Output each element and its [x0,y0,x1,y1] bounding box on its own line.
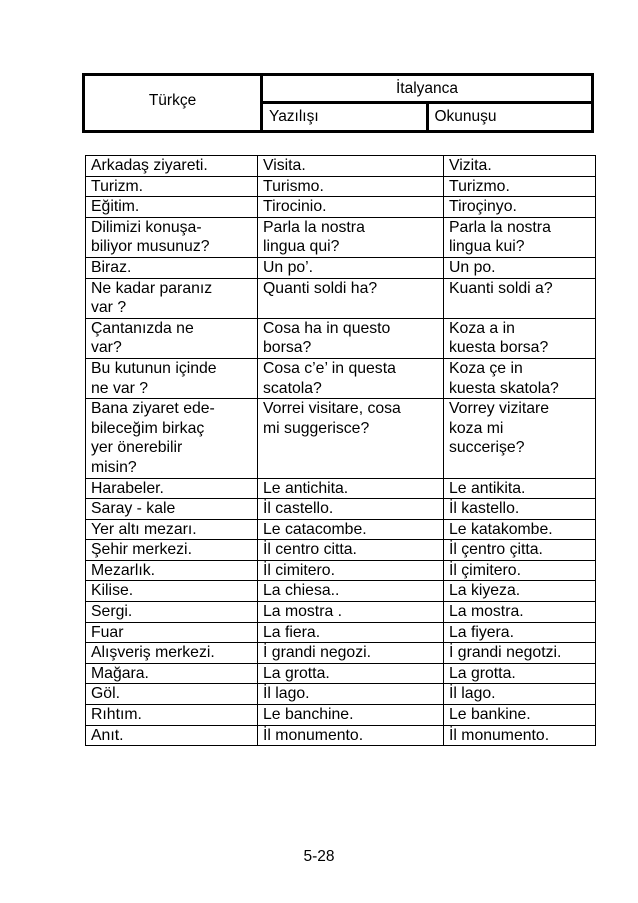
italian-written-cell: Turismo. [258,176,444,197]
italian-pronunciation-cell: Turizmo. [444,176,596,197]
italian-written-cell: Cosa c’e’ in questa scatola? [258,358,444,398]
table-row [86,399,596,478]
turkish-cell: Mezarlık. [86,560,258,581]
italian-pronunciation-cell: Vizita. [444,156,596,177]
turkish-cell: Biraz. [86,257,258,278]
italian-written-cell: Quanti soldi ha? [258,278,444,318]
italian-written-cell: Le catacombe. [258,519,444,540]
table-row [86,176,596,197]
italian-written-cell: La mostra . [258,602,444,623]
italian-pronunciation-cell: Vorrey vizitare koza mi succerişe? [444,399,596,478]
table-row [86,705,596,726]
italian-pronunciation-cell: Le katakombe. [444,519,596,540]
turkish-cell: Dilimizi konuşa- biliyor musunuz? [86,217,258,257]
turkish-cell: Çantanızda ne var? [86,318,258,358]
italian-pronunciation-cell: İl çentro çitta. [444,540,596,561]
turkish-cell: Arkadaş ziyareti. [86,156,258,177]
turkish-cell: Saray - kale [86,499,258,520]
italian-pronunciation-cell: İl kastello. [444,499,596,520]
turkish-cell: Göl. [86,684,258,705]
turkish-cell: Anıt. [86,725,258,746]
turkish-cell: Turizm. [86,176,258,197]
table-row [86,156,596,177]
italian-pronunciation-cell: Un po. [444,257,596,278]
italian-pronunciation-cell: Kuanti soldi a? [444,278,596,318]
italian-pronunciation-cell: Tiroçinyo. [444,197,596,218]
italian-pronunciation-cell: İ grandi negotzi. [444,643,596,664]
table-row [86,684,596,705]
table-row [86,519,596,540]
turkish-cell: Eğitim. [86,197,258,218]
phrase-table [85,155,596,746]
italian-written-cell: Un po’. [258,257,444,278]
header-italyanca: İtalyanca [262,75,593,103]
turkish-cell: Yer altı mezarı. [86,519,258,540]
italian-pronunciation-cell: İl çimitero. [444,560,596,581]
italian-written-cell: Parla la nostra lingua qui? [258,217,444,257]
table-row [86,217,596,257]
italian-pronunciation-cell: Koza a in kuesta borsa? [444,318,596,358]
turkish-cell: Kilise. [86,581,258,602]
table-row [86,358,596,398]
italian-written-cell: Tirocinio. [258,197,444,218]
turkish-cell: Ne kadar paranız var ? [86,278,258,318]
italian-written-cell: İ grandi negozi. [258,643,444,664]
italian-written-cell: Visita. [258,156,444,177]
table-row [86,478,596,499]
table-row [86,725,596,746]
italian-written-cell: İl monumento. [258,725,444,746]
italian-pronunciation-cell: La kiyeza. [444,581,596,602]
turkish-cell: Bu kutunun içinde ne var ? [86,358,258,398]
table-row [86,499,596,520]
header-okunusu: Okunuşu [427,102,593,131]
italian-pronunciation-cell: Le antikita. [444,478,596,499]
turkish-cell: Bana ziyaret ede- bileceğim birkaç yer önerebilir misin? [86,399,258,478]
italian-pronunciation-cell: İl lago. [444,684,596,705]
table-row [86,663,596,684]
italian-written-cell: Le banchine. [258,705,444,726]
italian-written-cell: İl castello. [258,499,444,520]
turkish-cell: Mağara. [86,663,258,684]
table-row [86,540,596,561]
italian-pronunciation-cell: İl monumento. [444,725,596,746]
table-row [86,643,596,664]
italian-pronunciation-cell: La mostra. [444,602,596,623]
italian-written-cell: Le antichita. [258,478,444,499]
table-row [86,581,596,602]
table-row [86,602,596,623]
table-row [86,257,596,278]
italian-written-cell: La fiera. [258,622,444,643]
turkish-cell: Sergi. [86,602,258,623]
turkish-cell: Şehir merkezi. [86,540,258,561]
turkish-cell: Alışveriş merkezi. [86,643,258,664]
italian-written-cell: İl centro citta. [258,540,444,561]
turkish-cell: Fuar [86,622,258,643]
italian-written-cell: İl cimitero. [258,560,444,581]
italian-pronunciation-cell: Le bankine. [444,705,596,726]
italian-pronunciation-cell: La fiyera. [444,622,596,643]
italian-written-cell: La grotta. [258,663,444,684]
header-table [82,73,594,133]
italian-written-cell: La chiesa.. [258,581,444,602]
italian-written-cell: İl lago. [258,684,444,705]
italian-pronunciation-cell: La grotta. [444,663,596,684]
table-row [86,560,596,581]
table-row [86,278,596,318]
table-row [86,622,596,643]
header-yazilisi: Yazılışı [262,102,428,131]
page-number: 5-28 [303,848,335,865]
turkish-cell: Rıhtım. [86,705,258,726]
header-turkce: Türkçe [84,75,262,132]
italian-pronunciation-cell: Koza çe in kuesta skatola? [444,358,596,398]
turkish-cell: Harabeler. [86,478,258,499]
italian-pronunciation-cell: Parla la nostra lingua kui? [444,217,596,257]
italian-written-cell: Vorrei visitare, cosa mi suggerisce? [258,399,444,478]
table-row [86,318,596,358]
italian-written-cell: Cosa ha in questo borsa? [258,318,444,358]
table-row [86,197,596,218]
